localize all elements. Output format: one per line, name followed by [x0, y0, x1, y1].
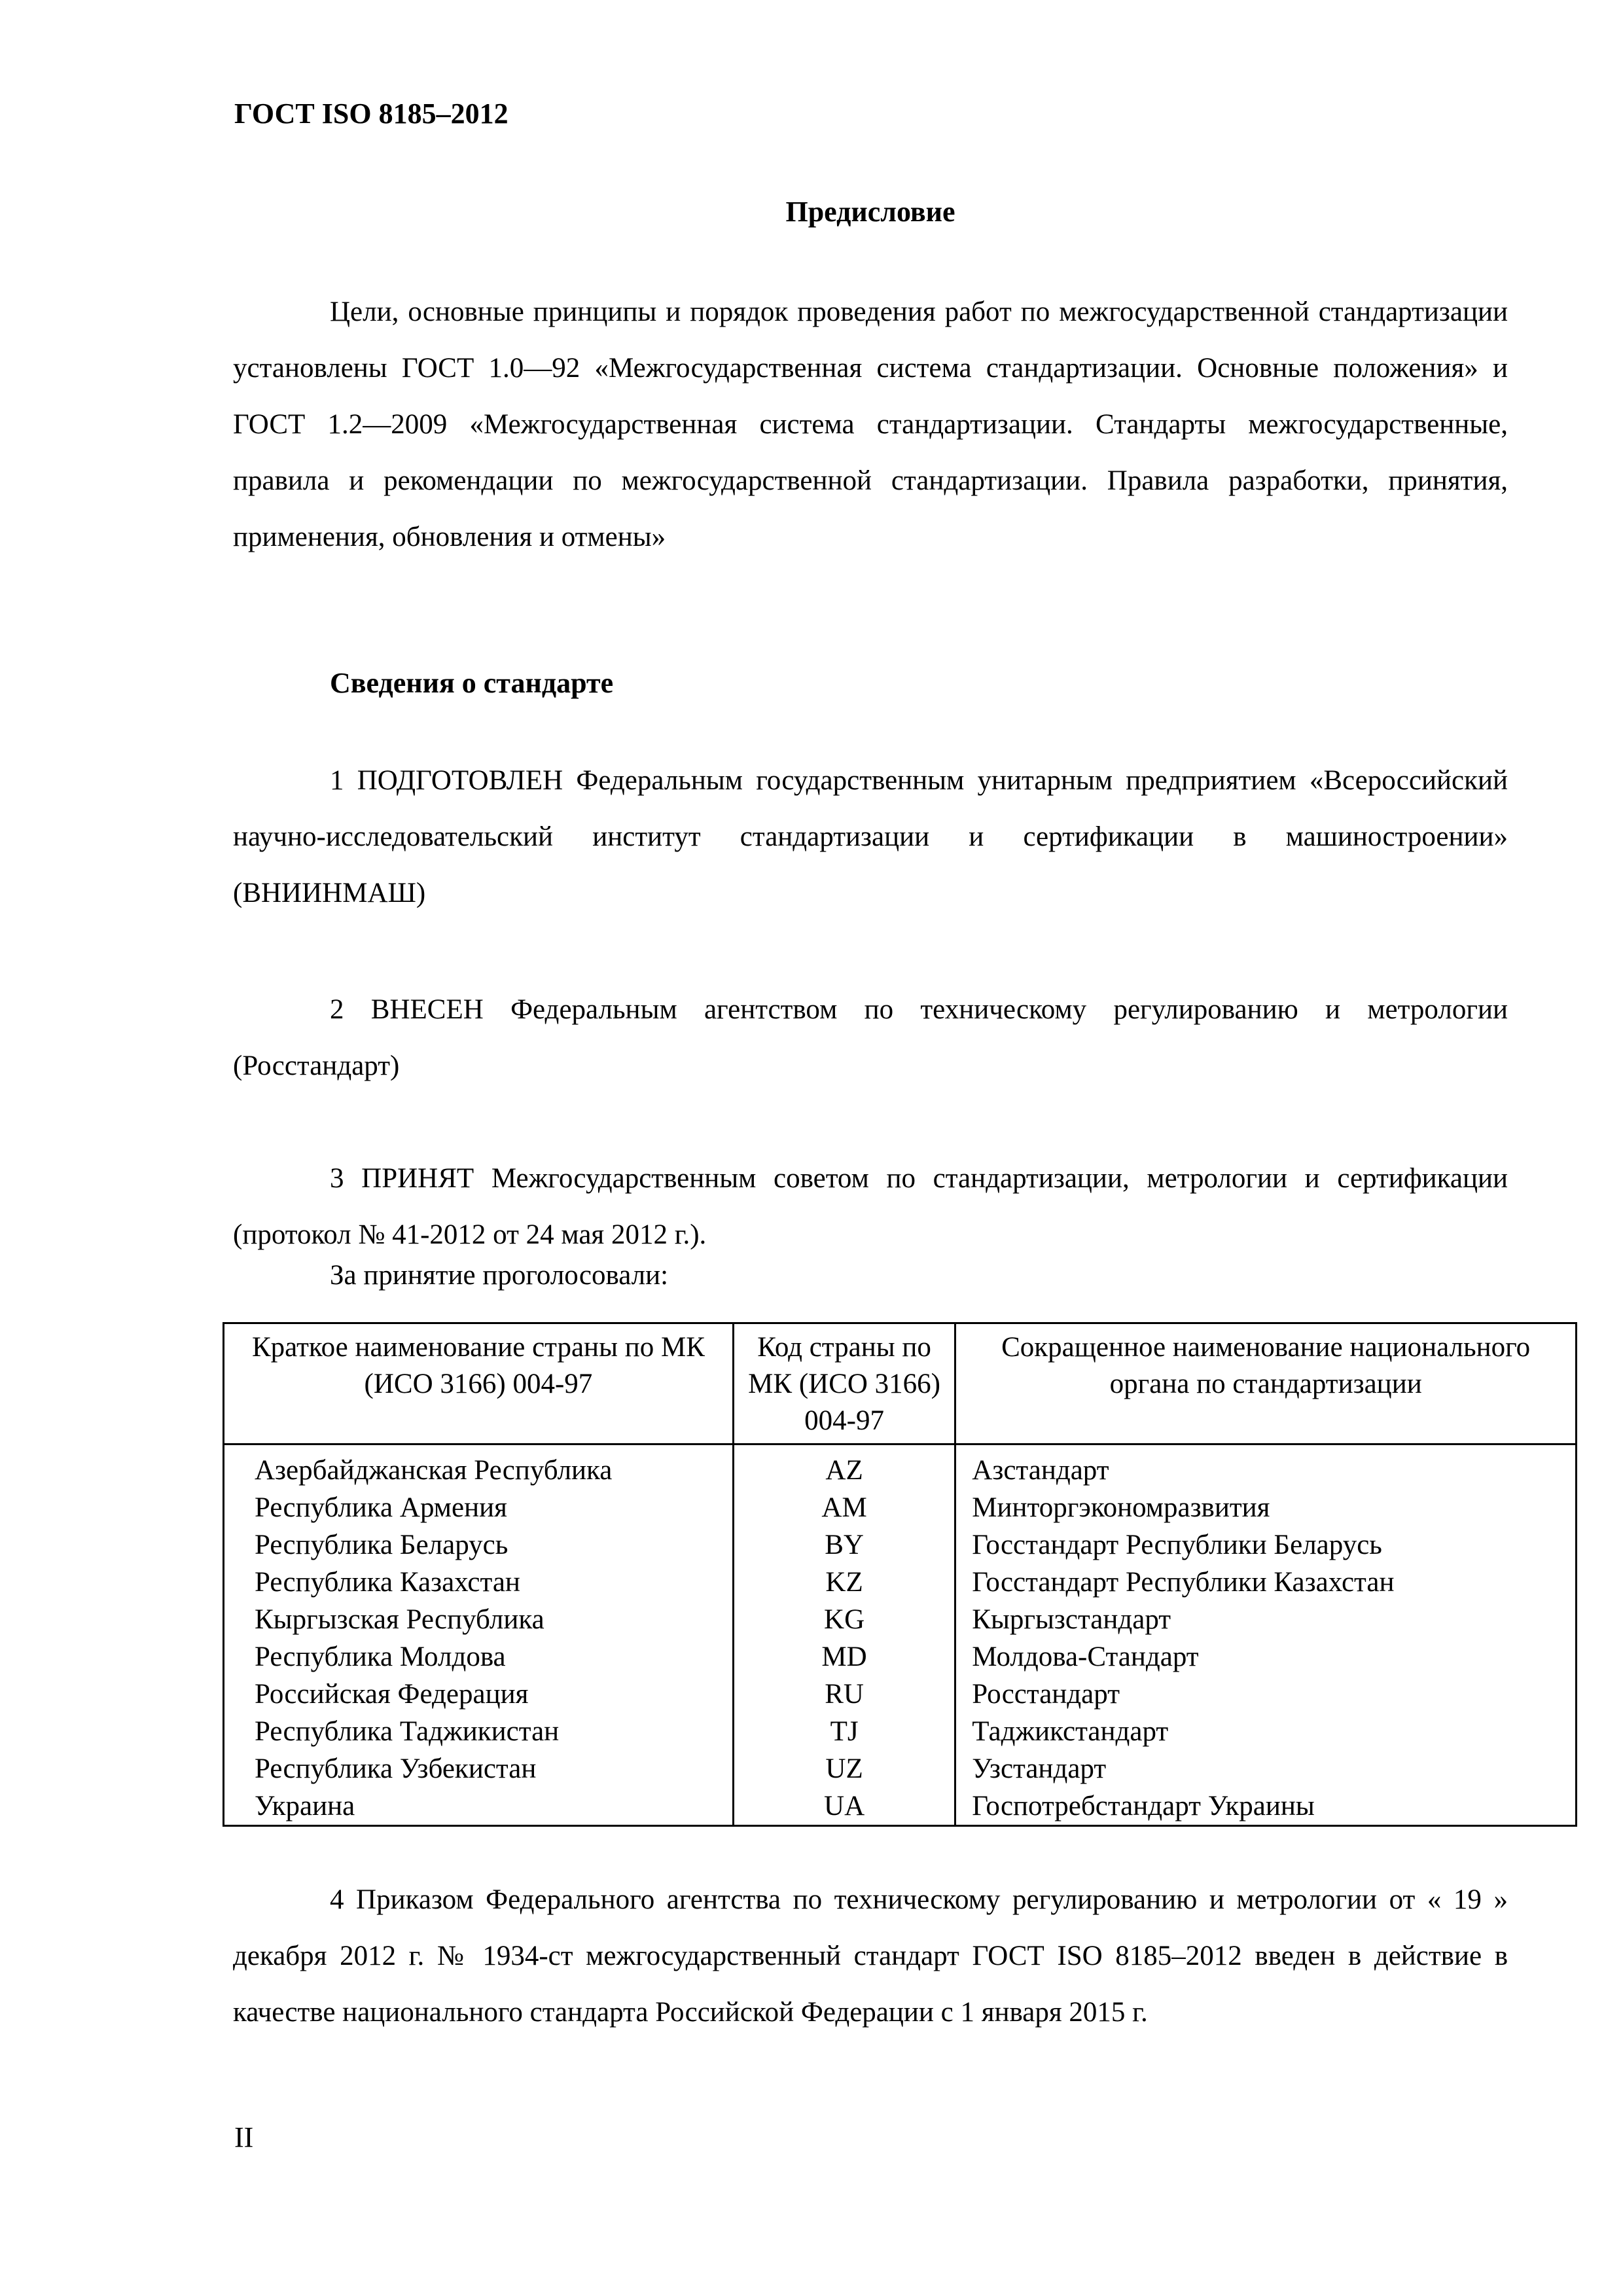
standards-body: Молдова-Стандарт	[955, 1638, 1577, 1676]
table-row	[224, 1601, 1577, 1638]
table-row	[224, 1564, 1577, 1601]
item-2-text: 2 ВНЕСЕН Федеральным агентством по техническому регулированию и метрологии (Росстандарт)	[233, 994, 1508, 1081]
member-countries-table	[223, 1322, 1577, 1827]
document-header: ГОСТ ISO 8185–2012	[234, 98, 508, 130]
country-name: Украина	[224, 1787, 734, 1826]
standards-body: Росстандарт	[955, 1676, 1577, 1713]
country-code: MD	[733, 1638, 955, 1676]
standards-body: Госстандарт Республики Казахстан	[955, 1564, 1577, 1601]
standards-body: Госпотребстандарт Украины	[955, 1787, 1577, 1826]
standards-body: Госстандарт Республики Беларусь	[955, 1526, 1577, 1564]
country-code: KZ	[733, 1564, 955, 1601]
country-code: AZ	[733, 1444, 955, 1490]
foreword-title: Предисловие	[785, 196, 955, 228]
table-row	[224, 1750, 1577, 1787]
page-number: II	[234, 2121, 254, 2153]
country-name: Республика Молдова	[224, 1638, 734, 1676]
country-name: Республика Армения	[224, 1489, 734, 1526]
country-name: Азербайджанская Республика	[224, 1444, 734, 1490]
item-1-text: 1 ПОДГОТОВЛЕН Федеральным государственным унитарным предприятием «Всероссийский научно-исследовательский институт стандартизации и сертификации в машиностроении» (ВНИИНМАШ)	[233, 765, 1508, 908]
country-code: AM	[733, 1489, 955, 1526]
country-name: Республика Узбекистан	[224, 1750, 734, 1787]
country-name: Республика Казахстан	[224, 1564, 734, 1601]
item-4-text: 4 Приказом Федерального агентства по техническому регулированию и метрологии от « 19 » декабря 2012 г. № 1934-ст межгосударственный стандарт ГОСТ ISO 8185–2012 введен в действие в качестве национального стандарта Российской Федерации с 1 января 2015 г.	[233, 1884, 1508, 2028]
standards-body: Азстандарт	[955, 1444, 1577, 1490]
standard-info-title: Сведения о стандарте	[330, 667, 614, 699]
standards-body: Минторгэкономразвития	[955, 1489, 1577, 1526]
standards-body: Таджикстандарт	[955, 1713, 1577, 1750]
table-row	[224, 1787, 1577, 1826]
country-code: KG	[733, 1601, 955, 1638]
table-row	[224, 1713, 1577, 1750]
country-name: Республика Беларусь	[224, 1526, 734, 1564]
item-3-text: 3 ПРИНЯТ Межгосударственным советом по стандартизации, метрологии и сертификации (протокол № 41-2012 от 24 мая 2012 г.).	[233, 1163, 1508, 1250]
header-country-code: Код страны по МК (ИСО 3166) 004-97	[733, 1323, 955, 1444]
country-code: UA	[733, 1787, 955, 1826]
vote-label: За принятие проголосовали:	[330, 1260, 669, 1291]
header-standards-body: Сокращенное наименование национального органа по стандартизации	[955, 1323, 1577, 1444]
table-row	[224, 1489, 1577, 1526]
foreword-text: Цели, основные принципы и порядок проведения работ по межгосударственной стандартизации установлены ГОСТ 1.0—92 «Межгосударственная система стандартизации. Основные положения» и ГОСТ 1.2—2009 «Межгосударственная система стандартизации. Стандарты межгосударственные, правила и рекомендации по межгосударственной стандартизации. Правила разработки, принятия, применения, обновления и отмены»	[233, 296, 1508, 552]
standards-body: Узстандарт	[955, 1750, 1577, 1787]
country-name: Кыргызская Республика	[224, 1601, 734, 1638]
table-header-row	[224, 1323, 1577, 1444]
table-row	[224, 1676, 1577, 1713]
table-row	[224, 1444, 1577, 1490]
standards-body: Кыргызстандарт	[955, 1601, 1577, 1638]
country-code: RU	[733, 1676, 955, 1713]
country-name: Республика Таджикистан	[224, 1713, 734, 1750]
table-row	[224, 1526, 1577, 1564]
country-code: UZ	[733, 1750, 955, 1787]
country-name: Российская Федерация	[224, 1676, 734, 1713]
table-row	[224, 1638, 1577, 1676]
header-country-name: Краткое наименование страны по МК (ИСО 3166) 004-97	[224, 1323, 734, 1444]
country-code: TJ	[733, 1713, 955, 1750]
country-code: BY	[733, 1526, 955, 1564]
